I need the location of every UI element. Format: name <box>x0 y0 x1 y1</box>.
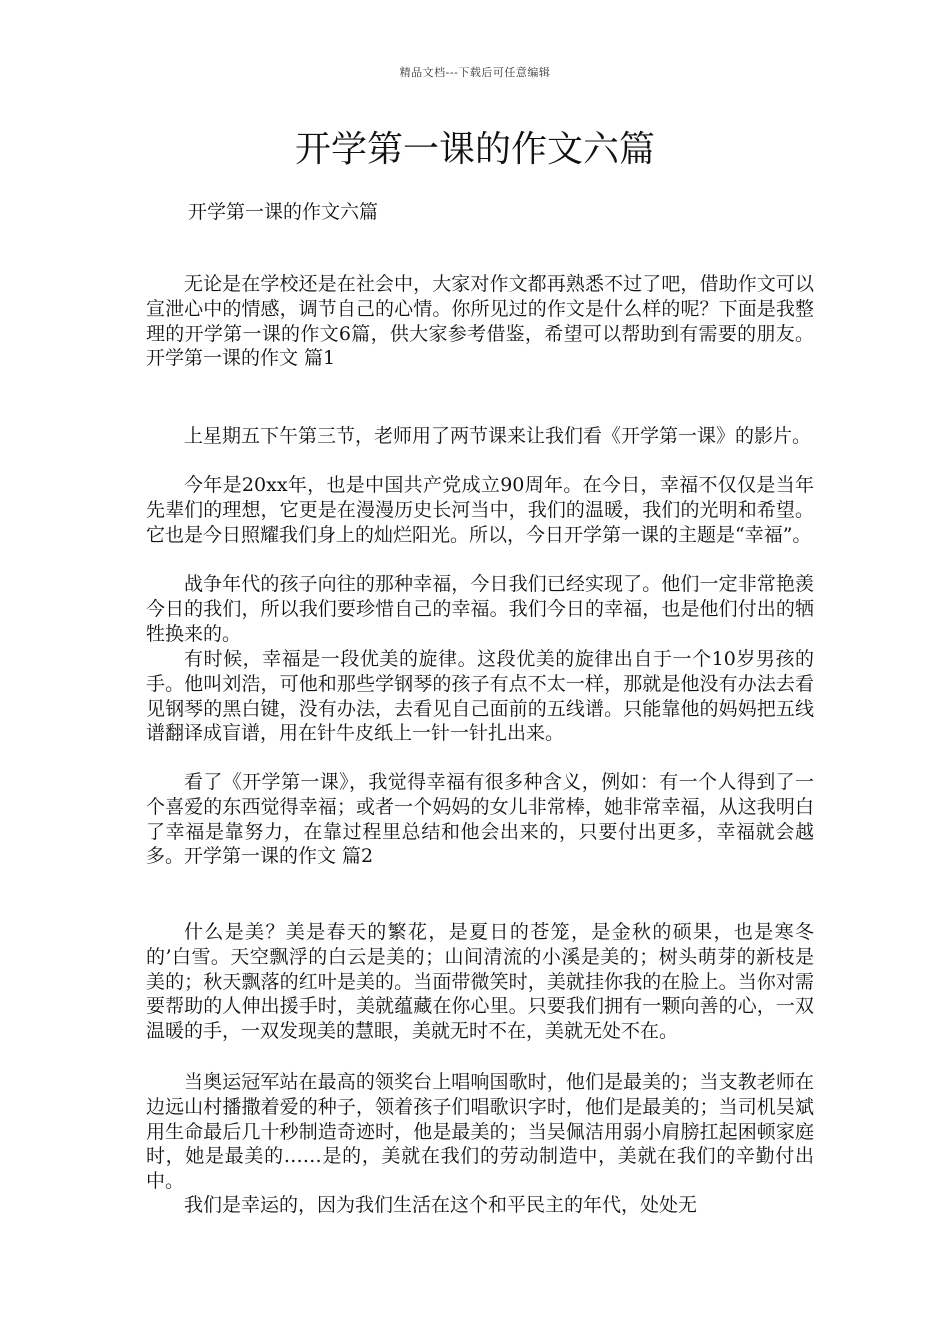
paragraph: 战争年代的孩子向往的那种幸福，今日我们已经实现了。他们一定非常艳羡今日的我们，所以我们要珍惜自己的幸福。我们今日的幸福，也是他们付出的牺牲换来的。 <box>146 573 814 645</box>
paragraph: 我们是幸运的，因为我们生活在这个和平民主的年代，处处无 <box>184 1194 698 1216</box>
paragraph: 什么是美？美是春天的繁花，是夏日的苍笼，是金秋的硕果，也是寒冬的’白雪。天空飘浮的白云是美的；山间清流的小溪是美的；树头萌芽的新枝是美的；秋天飘落的红叶是美的。当面带微笑时，美就挂你我的在脸上。当你对需要帮助的人伸出援手时，美就蕴藏在你心里。只要我们拥有一颗向善的心，一双温暖的手，一双发现美的慧眼，美就无时不在，美就无处不在。 <box>146 921 814 1043</box>
paragraph-intro: 无论是在学校还是在社会中，大家对作文都再熟悉不过了吧，借助作文可以宣泄心中的情感，调节自己的心情。你所见过的作文是什么样的呢？下面是我整理的开学第一课的作文6篇，供大家参考借鉴，希望可以帮助到有需要的朋友。开学第一课的作文 篇1 <box>146 273 814 370</box>
paragraph: 有时候，幸福是一段优美的旋律。这段优美的旋律出自于一个10岁男孩的手。他叫刘浩，可他和那些学钢琴的孩子有点不太一样，那就是他没有办法去看见钢琴的黑白键，没有办法，去看见自己面前的五线谱。只能靠他的妈妈把五线谱翻译成盲谱，用在针牛皮纸上一针一针扎出来。 <box>146 648 814 745</box>
paragraph: 今年是20xx年，也是中国共产党成立90周年。在今日，幸福不仅仅是当年先辈们的理想，它更是在漫漫历史长河当中，我们的温暖，我们的光明和希望。它也是今日照耀我们身上的灿烂阳光。所以，今日开学第一课的主题是“幸福”。 <box>146 474 814 546</box>
paragraph: 上星期五下午第三节，老师用了两节课来让我们看《开学第一课》的影片。 <box>184 425 812 447</box>
subtitle: 开学第一课的作文六篇 <box>188 201 379 223</box>
page-title: 开学第一课的作文六篇 <box>294 129 655 170</box>
paragraph: 看了《开学第一课》，我觉得幸福有很多种含义，例如：有一个人得到了一个喜爱的东西觉得幸福；或者一个妈妈的女儿非常棒，她非常幸福，从这我明白了幸福是靠努力，在靠过程里总结和他会出来的，只要付出更多，幸福就会越多。开学第一课的作文 篇2 <box>146 771 814 868</box>
header-note: 精品文档---下载后可任意编辑 <box>399 66 551 79</box>
paragraph: 当奥运冠军站在最高的领奖台上唱响国歌时，他们是最美的；当支教老师在边远山村播撒着爱的种子，领着孩子们唱歌识字时，他们是最美的；当司机吴斌用生命最后几十秒制造奇迹时，他是最美的；当吴佩洁用弱小肩膀扛起困顿家庭时，她是最美的……是的，美就在我们的劳动制造中，美就在我们的辛勤付出中。 <box>146 1071 814 1193</box>
